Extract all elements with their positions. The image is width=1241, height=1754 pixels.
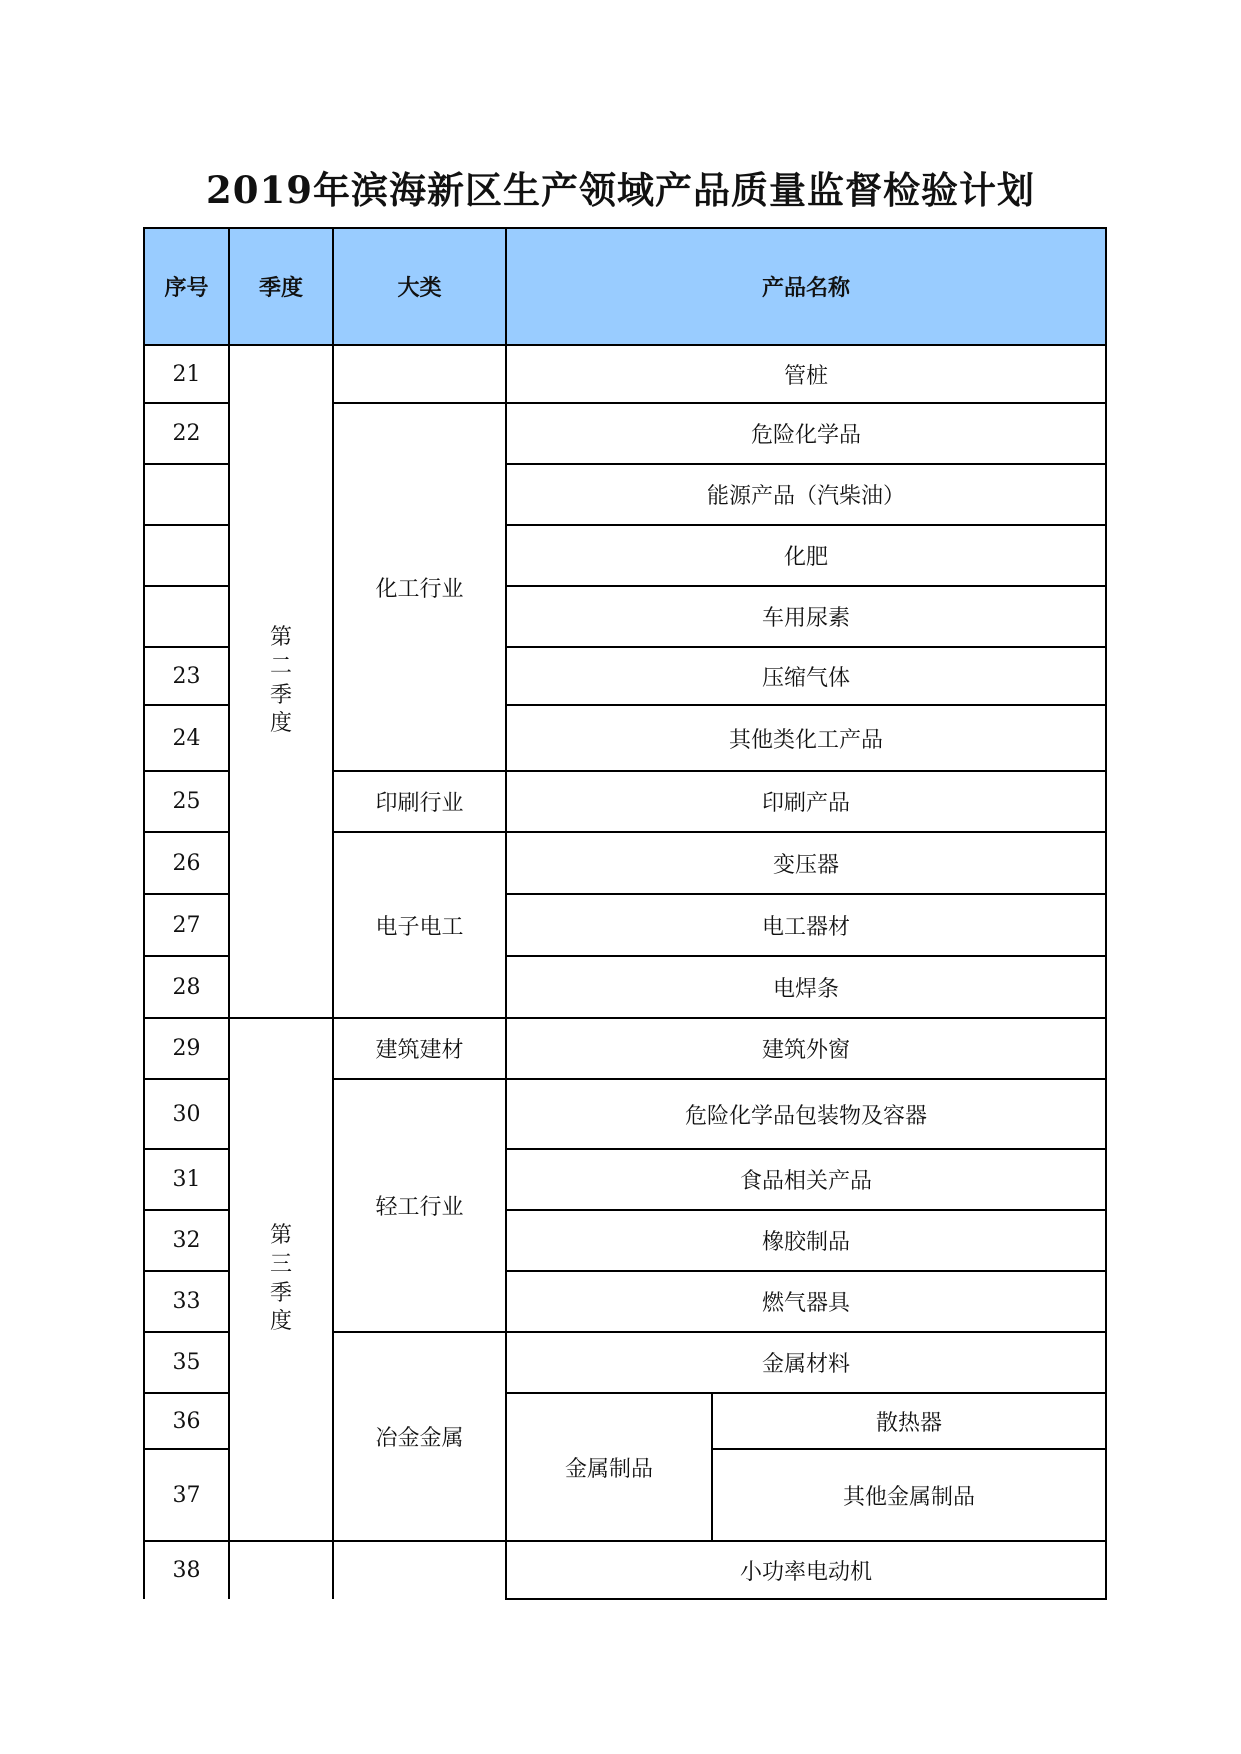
category-cell-light: 轻工行业 <box>333 1079 506 1332</box>
product-cell: 化肥 <box>506 525 1106 586</box>
product-cell: 燃气器具 <box>506 1271 1106 1332</box>
header-season: 季度 <box>229 228 333 345</box>
product-cell: 其他金属制品 <box>712 1449 1106 1541</box>
product-cell: 印刷产品 <box>506 771 1106 832</box>
product-cell: 小功率电动机 <box>506 1541 1106 1599</box>
header-category: 大类 <box>333 228 506 345</box>
seq-cell: 25 <box>144 771 229 832</box>
seq-cell: 32 <box>144 1210 229 1271</box>
seq-cell <box>144 525 229 586</box>
seq-cell: 22 <box>144 403 229 464</box>
product-cell: 压缩气体 <box>506 647 1106 705</box>
inspection-plan-table <box>143 227 1107 1600</box>
seq-cell: 37 <box>144 1449 229 1541</box>
seq-cell: 28 <box>144 956 229 1018</box>
product-cell: 电工器材 <box>506 894 1106 956</box>
season-cell-empty <box>229 1541 333 1599</box>
product-cell: 电焊条 <box>506 956 1106 1018</box>
table-header-row <box>144 228 1106 345</box>
category-cell-building: 建筑建材 <box>333 1018 506 1079</box>
product-cell: 橡胶制品 <box>506 1210 1106 1271</box>
category-cell-empty <box>333 345 506 403</box>
product-cell: 危险化学品 <box>506 403 1106 464</box>
season-cell-q2: 第二季度 <box>229 345 333 1018</box>
seq-cell: 23 <box>144 647 229 705</box>
seq-cell: 21 <box>144 345 229 403</box>
category-cell-electronics: 电子电工 <box>333 832 506 1018</box>
seq-cell: 30 <box>144 1079 229 1149</box>
product-cell: 能源产品（汽柴油） <box>506 464 1106 525</box>
seq-cell: 35 <box>144 1332 229 1393</box>
seq-cell: 33 <box>144 1271 229 1332</box>
category-cell-chemical: 化工行业 <box>333 403 506 771</box>
seq-cell: 27 <box>144 894 229 956</box>
seq-cell: 29 <box>144 1018 229 1079</box>
product-cell: 食品相关产品 <box>506 1149 1106 1210</box>
table-row <box>144 1541 1106 1599</box>
header-product: 产品名称 <box>506 228 1106 345</box>
table-row <box>144 1018 1106 1079</box>
product-cell: 管桩 <box>506 345 1106 403</box>
product-cell: 其他类化工产品 <box>506 705 1106 771</box>
seq-cell: 38 <box>144 1541 229 1599</box>
product-cell: 车用尿素 <box>506 586 1106 647</box>
table-row <box>144 345 1106 403</box>
header-seq: 序号 <box>144 228 229 345</box>
subcategory-cell-metal-products: 金属制品 <box>506 1393 712 1541</box>
category-cell-empty <box>333 1541 506 1599</box>
page-title: 2019年滨海新区生产领域产品质量监督检验计划 <box>206 168 1035 212</box>
product-cell: 危险化学品包装物及容器 <box>506 1079 1106 1149</box>
product-cell: 变压器 <box>506 832 1106 894</box>
category-cell-metallurgy: 冶金金属 <box>333 1332 506 1541</box>
seq-cell: 26 <box>144 832 229 894</box>
product-cell: 散热器 <box>712 1393 1106 1449</box>
seq-cell: 36 <box>144 1393 229 1449</box>
seq-cell: 31 <box>144 1149 229 1210</box>
season-cell-q3: 第三季度 <box>229 1018 333 1541</box>
seq-cell: 24 <box>144 705 229 771</box>
product-cell: 建筑外窗 <box>506 1018 1106 1079</box>
seq-cell <box>144 586 229 647</box>
seq-cell <box>144 464 229 525</box>
product-cell: 金属材料 <box>506 1332 1106 1393</box>
category-cell-printing: 印刷行业 <box>333 771 506 832</box>
